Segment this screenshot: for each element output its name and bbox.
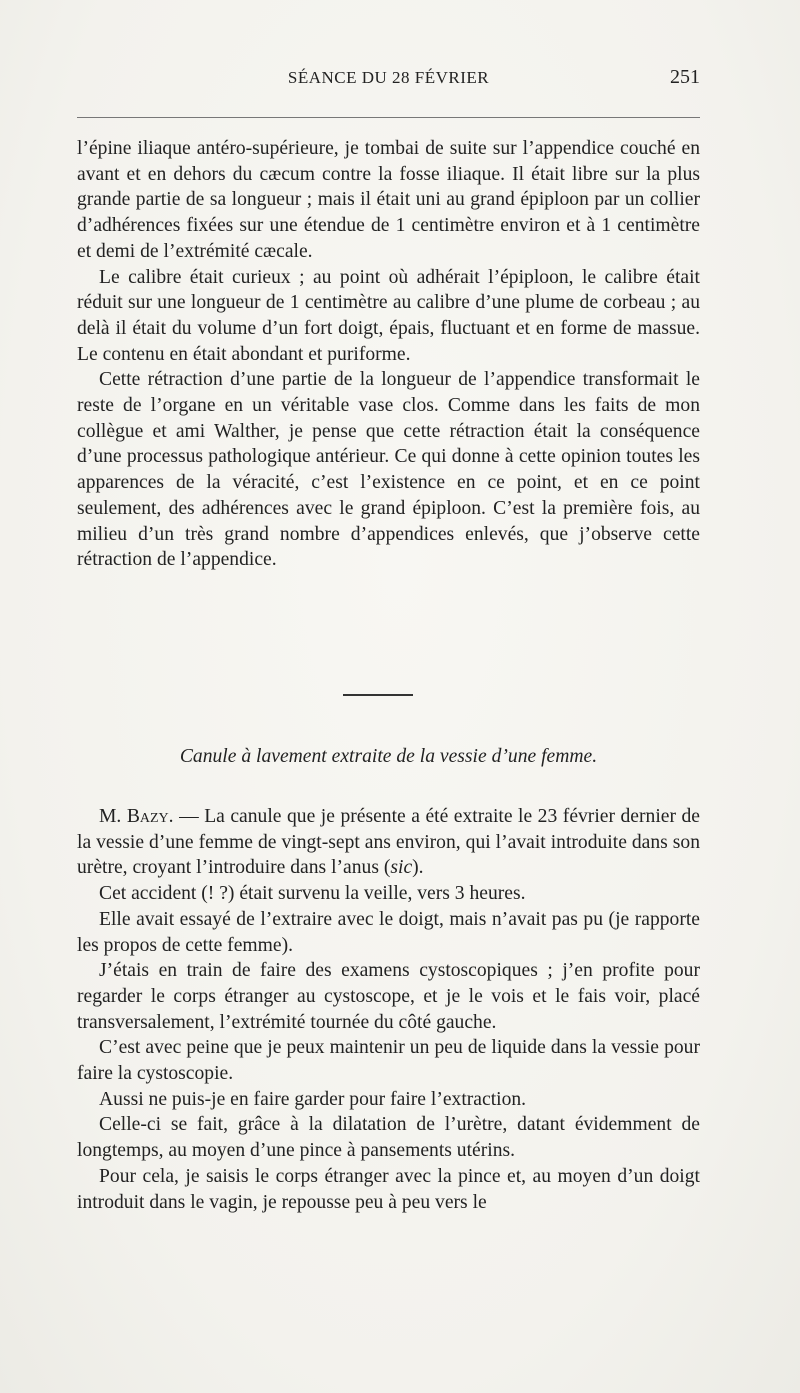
paragraph: Cet accident (! ?) était survenu la veille, vers 3 heures.: [99, 883, 526, 905]
paragraph: Elle avait essayé de l’extraire avec le doigt, mais n’avait pas pu (je rapporte les propos de cette femme).: [77, 908, 700, 956]
paragraph: l’épine iliaque antéro-supérieure, je tombai de suite sur l’appendice couché en avant et en dehors du cæcum contre la fosse iliaque. Il était libre sur la plus grande partie de sa longueur ; mais il était uni au grand épiploon par un collier d’adhérences fixées sur une étendue de 1 centimètre environ et à 1 centimètre et demi de l’extrémité cæcale.: [77, 138, 700, 262]
header-rule: [77, 117, 700, 118]
paragraph: Aussi ne puis-je en faire garder pour faire l’extraction.: [99, 1088, 527, 1110]
running-head: [77, 68, 700, 98]
section-title: Canule à lavement extraite de la vessie d’une femme.: [179, 746, 598, 767]
paragraph: J’étais en train de faire des examens cystoscopiques ; j’en profite pour regarder le corps étranger au cystoscope, et je le vois et le fais voir, placé transversalement, l’extrémité tournée du côté gauche.: [77, 960, 700, 1033]
paragraph: C’est avec peine que je peux maintenir un peu de liquide dans la vessie pour faire la cystoscopie.: [77, 1037, 700, 1085]
paragraph-text: — La canule que je présente a été extraite le 23 février dernier de la vessie d’une femme de vingt-sept ans environ, qui l’avait introduite dans son urètre, croyant l’introduire dans l’anus (: [77, 806, 700, 879]
running-title: SÉANCE DU 28 FÉVRIER: [287, 68, 490, 87]
paragraph: Pour cela, je saisis le corps étranger avec la pince et, au moyen d’un doigt introduit dans le vagin, je repousse peu à peu vers le: [77, 1165, 700, 1213]
sic-note: sic: [390, 857, 413, 879]
text-block-canule: [77, 804, 700, 1215]
page-number: 251: [670, 66, 700, 88]
text-block-appendix: [77, 136, 700, 573]
section-separator: [343, 694, 413, 696]
speaker-name: M. Bazy.: [99, 806, 174, 827]
paragraph: Le calibre était curieux ; au point où adhérait l’épiploon, le calibre était réduit sur une longueur de 1 centimètre au calibre d’une plume de corbeau ; au delà il était du volume d’un fort doigt, épais, fluctuant et en forme de massue. Le contenu en était abondant et puriforme.: [77, 266, 700, 365]
paragraph: [77, 804, 700, 881]
paragraph: Cette rétraction d’une partie de la longueur de l’appendice transformait le reste de l’organe en un véritable vase clos. Comme dans les faits de mon collègue et ami Walther, je pense que cette rétraction était la conséquence d’une processus pathologique antérieur. Ce qui donne à cette opinion toutes les apparences de la véracité, c’est l’existence en ce point, et en ce point seulement, des adhérences avec le grand épiploon. C’est la première fois, au milieu d’un très grand nombre d’appendices enlevés, que j’observe cette rétraction de l’appendice.: [77, 369, 700, 571]
paragraph-end: ).: [412, 857, 424, 879]
paragraph: Celle-ci se fait, grâce à la dilatation de l’urètre, datant évidemment de longtemps, au moyen d’une pince à pansements utérins.: [77, 1114, 700, 1162]
